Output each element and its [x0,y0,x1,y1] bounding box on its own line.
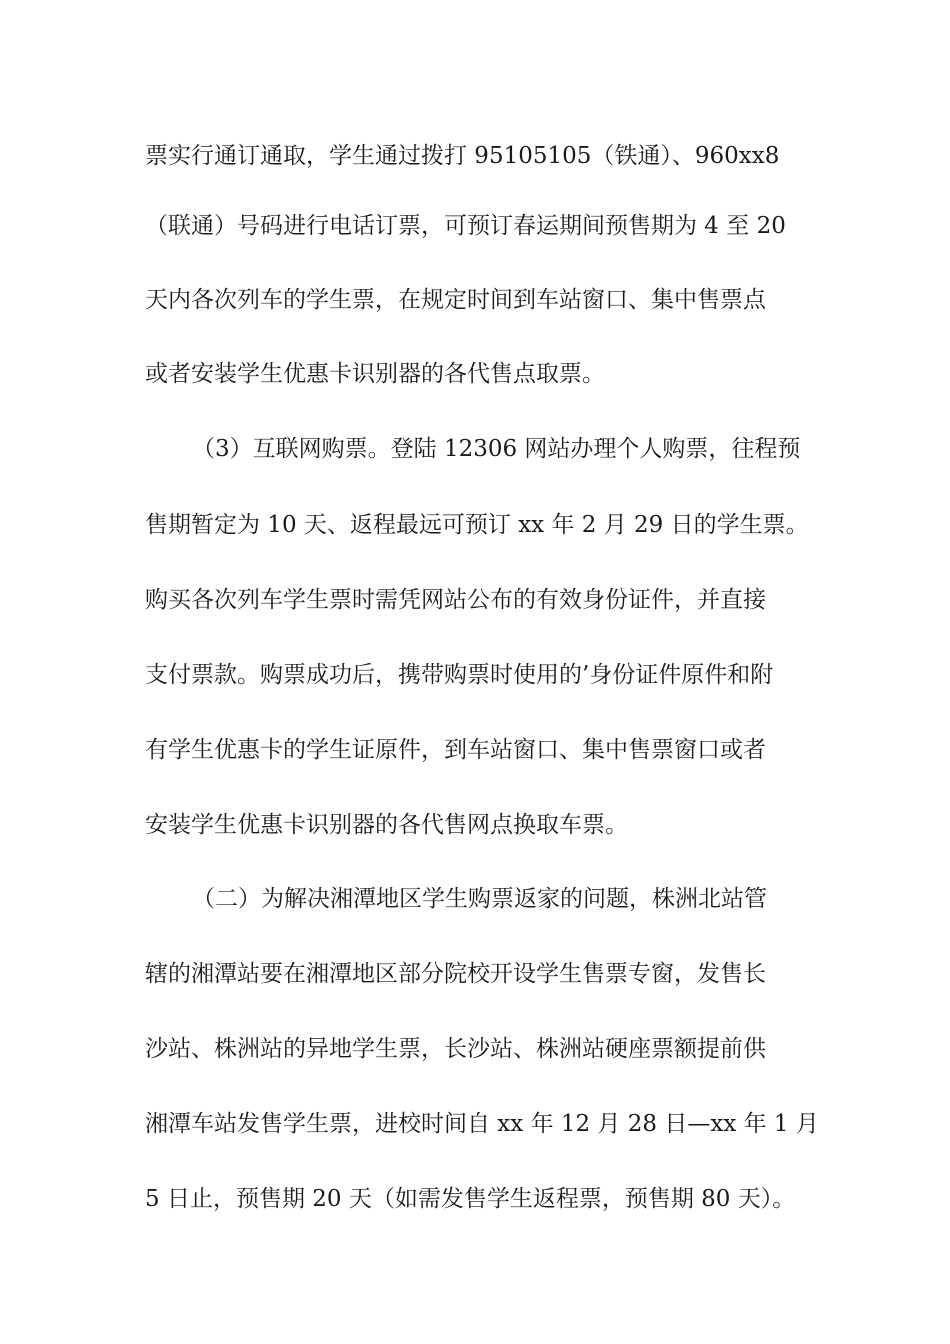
text-line: 购买各次列车学生票时需凭网站公布的有效身份证件，并直接 [145,587,766,613]
text-line: 售期暂定为 10 天、返程最远可预订 xx 年 2 月 29 日的学生票。 [145,512,809,538]
text-line: 票实行通订通取，学生通过拨打 95105105（铁通）、960xx8 [145,143,780,169]
text-line: 有学生优惠卡的学生证原件，到车站窗口、集中售票窗口或者 [145,737,766,763]
text-line: 沙站、株洲站的异地学生票，长沙站、株洲站硬座票额提前供 [145,1036,766,1062]
text-line: 湘潭车站发售学生票，进校时间自 xx 年 12 月 28 日—xx 年 1 月 [145,1111,819,1137]
text-line: （联通）号码进行电话订票，可预订春运期间预售期为 4 至 20 [145,213,786,239]
paragraph-start-line: （二）为解决湘潭地区学生购票返家的问题，株洲北站管 [192,886,767,912]
text-line: 辖的湘潭站要在湘潭地区部分院校开设学生售票专窗，发售长 [145,961,766,987]
paragraph-start-line: （3）互联网购票。登陆 12306 网站办理个人购票，往程预 [192,436,801,462]
text-line: 支付票款。购票成功后，携带购票时使用的’身份证件原件和附 [145,662,774,688]
text-line: 或者安装学生优惠卡识别器的各代售点取票。 [145,361,605,387]
text-line: 安装学生优惠卡识别器的各代售网点换取车票。 [145,812,628,838]
text-line: 5 日止，预售期 20 天（如需发售学生返程票，预售期 80 天）。 [145,1186,796,1212]
text-line: 天内各次列车的学生票，在规定时间到车站窗口、集中售票点 [145,287,766,313]
